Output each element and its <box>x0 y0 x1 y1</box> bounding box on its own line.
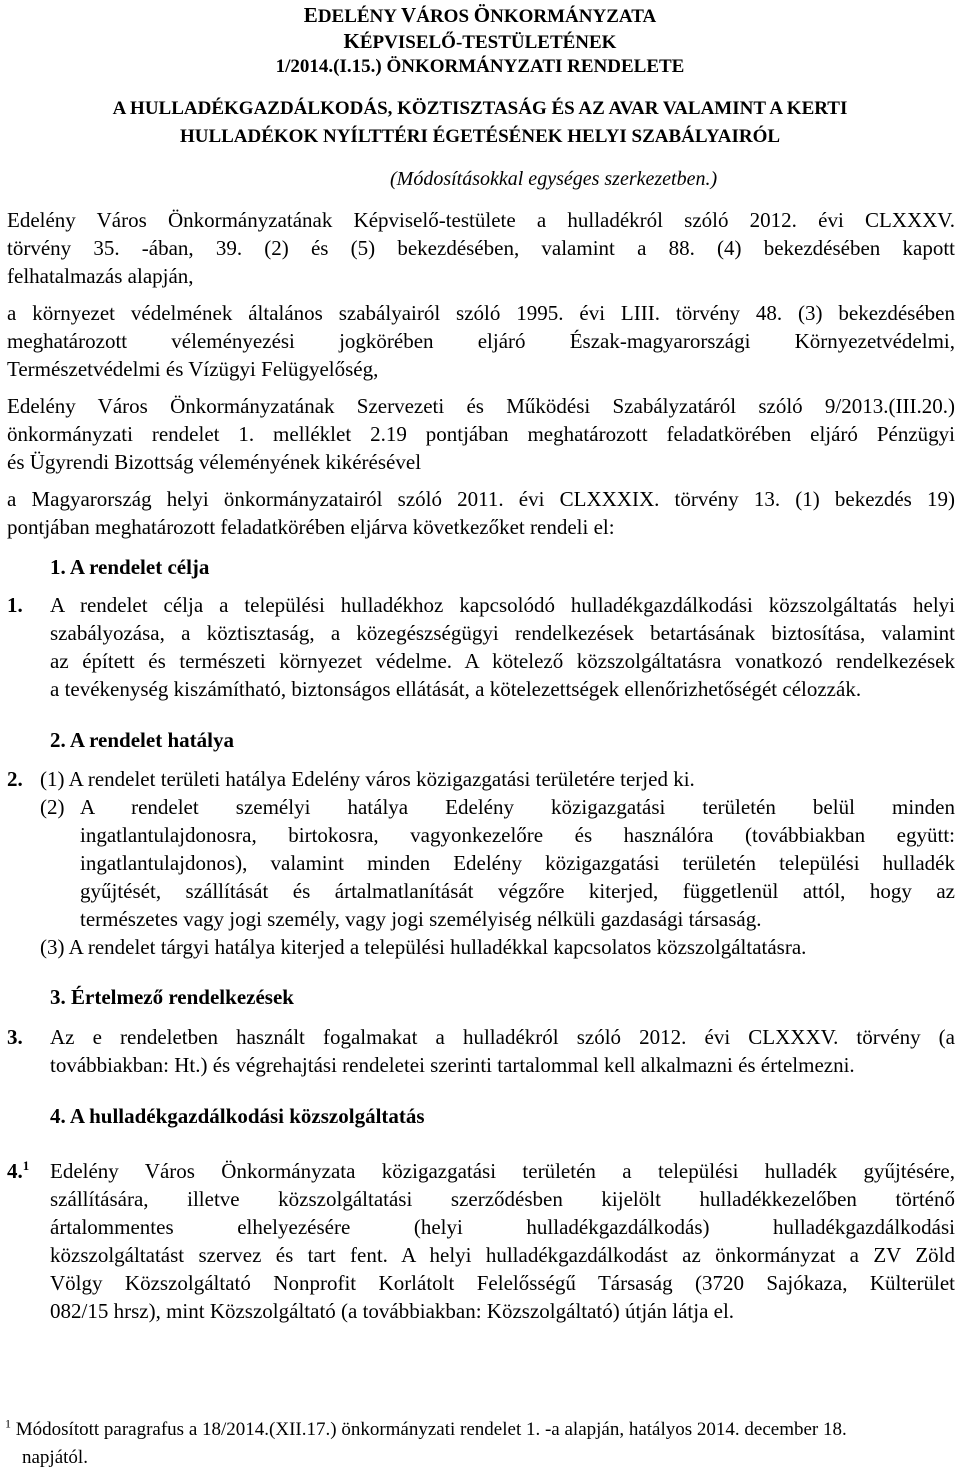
preamble-line: és Ügyrendi Bizottság véleményének kikérésével <box>7 450 422 474</box>
preamble-line: önkormányzati rendelet 1. melléklet 2.19 pontjában meghatározott feladatkörében eljáró Pénzügyi <box>7 422 955 446</box>
paragraph-2-subsection-2-line: A rendelet személyi hatálya Edelény közigazgatási területén belül minden <box>80 795 955 819</box>
paragraph-2-subsection-2-line: természetes vagy jogi személy, vagy jogi személyiség nélküli gazdasági társaság. <box>80 907 762 931</box>
section-2-title: 2. A rendelet hatálya <box>50 728 234 752</box>
paragraph-3-line: továbbiakban: Ht.) és végrehajtási rendeletei szerinti tartalommal kell alkalmazni és értelmezni. <box>50 1053 855 1077</box>
subtitle: (Módosításokkal egységes szerkezetben.) <box>390 168 718 190</box>
paragraph-1-line: A rendelet célja a települési hulladékhoz kapcsolódó hulladékgazdálkodási közszolgáltatás helyi <box>50 593 955 617</box>
paragraph-2-subsection-2-line: gyűjtését, szállítását és ártalmatlanítását végzőre kiterjed, függetlenül attól, hogy az <box>80 879 955 903</box>
paragraph-3-number: 3. <box>7 1025 23 1049</box>
paragraph-2-subsection-2-number: (2) <box>40 795 65 819</box>
paragraph-2-subsection-2-line: ingatlantulajdonos), valamint minden Edelény közigazgatási területén települési hulladék <box>80 851 955 875</box>
paragraph-1-number: 1. <box>7 593 23 617</box>
preamble-line: a Magyarország helyi önkormányzatairól szóló 2011. évi CLXXXIX. törvény 13. (1) bekezdés 19) <box>7 487 955 511</box>
section-4-title: 4. A hulladékgazdálkodási közszolgáltatás <box>50 1104 425 1128</box>
preamble-line: felhatalmazás alapján, <box>7 264 194 288</box>
header-body: KÉPVISELŐ-TESTÜLETÉNEK <box>343 29 617 53</box>
preamble-line: Edelény Város Önkormányzatának Szervezeti és Működési Szabályzatáról szóló 9/2013.(III.20.) <box>7 394 955 418</box>
paragraph-3-line: Az e rendeletben használt fogalmakat a hulladékról szóló 2012. évi CLXXXV. törvény (a <box>50 1025 955 1049</box>
preamble-line: Edelény Város Önkormányzatának Képviselő-testülete a hulladékról szóló 2012. évi CLXXXV. <box>7 208 955 232</box>
decree-title-line-1: A HULLADÉKGAZDÁLKODÁS, KÖZTISZTASÁG ÉS AZ AVAR VALAMINT A KERTI <box>112 98 848 119</box>
paragraph-2-subsection-2-line: ingatlantulajdonosra, birtokosra, vagyonkezelőre és használóra (továbbiakban együtt: <box>80 823 955 847</box>
preamble-line: a környezet védelmének általános szabályairól szóló 1995. évi LIII. törvény 48. (3) bekezdésében <box>7 301 955 325</box>
section-1-title: 1. A rendelet célja <box>50 555 210 579</box>
header-decree-number: 1/2014.(I.15.) ÖNKORMÁNYZATI RENDELETE <box>275 56 685 77</box>
preamble-line: Természetvédelmi és Vízügyi Felügyelőség, <box>7 357 379 381</box>
paragraph-4-line: Völgy Közszolgáltató Nonprofit Korlátolt Felelősségű Társaság (3720 Sajókaza, Külterület <box>50 1271 955 1295</box>
footnote-reference[interactable]: 1 <box>22 1158 30 1173</box>
paragraph-2-subsection-1: (1) A rendelet területi hatálya Edelény város közigazgatási területére terjed ki. <box>40 767 695 791</box>
preamble-line: törvény 35. -ában, 39. (2) és (5) bekezdésében, valamint a 88. (4) bekezdésében kapott <box>7 236 955 260</box>
section-3-title: 3. Értelmező rendelkezések <box>50 985 294 1009</box>
paragraph-1-line: az épített és természeti környezet védelme. A kötelező közszolgáltatásra vonatkozó rendelkezések <box>50 649 955 673</box>
paragraph-4-line: ártalommentes elhelyezésére (helyi hulladékgazdálkodás) hulladékgazdálkodási <box>50 1215 955 1239</box>
paragraph-1-line: szabályozása, a köztisztaság, a közegészségügyi rendelkezések betartásának biztosítása, valamint <box>50 621 955 645</box>
paragraph-4-line: szállítására, illetve közszolgáltatási szerződésben kijelölt hulladékkezelőben történő <box>50 1187 955 1211</box>
preamble-line: meghatározott véleményezési jogkörében eljáró Észak-magyarországi Környezetvédelmi, <box>7 329 955 353</box>
paragraph-4-line: közszolgáltatást szervez és tart fent. A helyi hulladékgazdálkodást az önkormányzat a ZV Zöld <box>50 1243 955 1267</box>
paragraph-1-line: a tevékenység kiszámítható, biztonságos ellátását, a kötelezettségek ellenőrizhetőségét célozzák. <box>50 677 862 701</box>
header-municipality: EDELÉNY VÁROS ÖNKORMÁNYZATA <box>303 3 657 27</box>
paragraph-4-number: 4.$^1$ <box>7 1158 30 1183</box>
paragraph-4-line: 082/15 hrsz), mint Közszolgáltató (a továbbiakban: Közszolgáltató) útján látja el. <box>50 1299 735 1323</box>
footnote: $^1$ Módosított paragrafus a 18/2014.(XII.17.) önkormányzati rendelet 1. -a alapján, hatályos 2014. december 18. <box>5 1416 847 1440</box>
preamble-line: pontjában meghatározott feladatkörében eljárva következőket rendeli el: <box>7 515 615 539</box>
decree-title-line-2: HULLADÉKOK NYÍLTTÉRI ÉGETÉSÉNEK HELYI SZABÁLYAIRÓL <box>179 126 781 147</box>
paragraph-4-line: Edelény Város Önkormányzata közigazgatási területén a települési hulladék gyűjtésére, <box>50 1159 955 1183</box>
paragraph-2-number: 2. <box>7 767 23 791</box>
footnote-continuation: napjától. <box>22 1447 88 1468</box>
paragraph-2-subsection-3: (3) A rendelet tárgyi hatálya kiterjed a települési hulladékkal kapcsolatos közszolgáltatásra. <box>40 935 807 959</box>
